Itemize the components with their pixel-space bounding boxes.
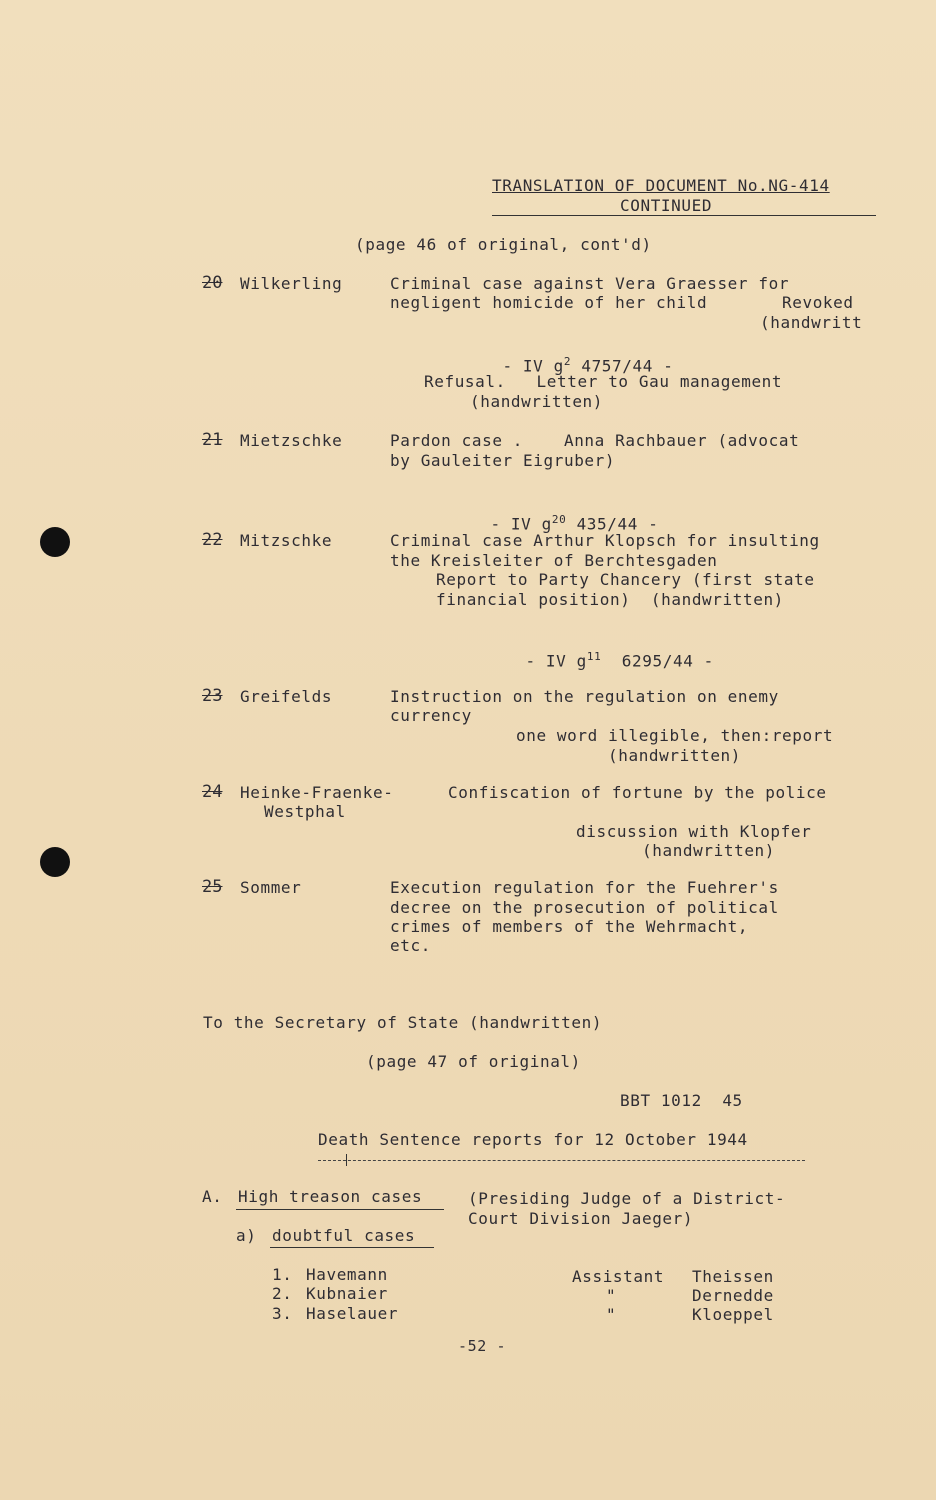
court-line: (Presiding Judge of a District- (468, 1189, 786, 1208)
entry-number: 23 (202, 686, 223, 706)
entry-note: Revoked (782, 293, 854, 312)
person-name: Haselauer (306, 1304, 399, 1323)
dashed-rule (318, 1160, 805, 1161)
entry-name: Heinke-Fraenke- (240, 783, 394, 802)
entry-reference (482, 332, 673, 375)
entry-number: 25 (202, 877, 223, 897)
reference-superscript: 2 (563, 354, 572, 368)
entry-note-handwritten: (handwritt (760, 313, 863, 332)
entry-name-continued: Westphal (264, 802, 346, 821)
entry-name: Mietzschke (240, 431, 343, 450)
person-role: " (606, 1286, 617, 1305)
entry-name: Sommer (240, 878, 302, 897)
punch-hole-bottom (40, 847, 70, 877)
reference-prefix: - IV g (490, 513, 552, 533)
entry-line: Criminal case against Vera Graesser for (390, 274, 790, 293)
entry-name: Wilkerling (240, 274, 343, 293)
entry-line: decree on the prosecution of political (390, 898, 779, 917)
entry-line: negligent homicide of her child (390, 293, 708, 312)
entry-extra: Refusal. Letter to Gau management (424, 372, 783, 391)
reference-prefix: - IV g (525, 650, 587, 670)
person-index: 2. (272, 1284, 293, 1303)
entry-extra: (handwritten) (642, 841, 776, 860)
entry-line: Pardon case . Anna Rachbauer (advocat (390, 431, 800, 450)
subsection-title: doubtful cases (272, 1226, 416, 1245)
entry-extra: (handwritten) (608, 746, 742, 765)
person-role: Assistant (572, 1267, 665, 1286)
reference-number: 6295/44 - (621, 650, 714, 670)
person-assistant: Kloeppel (692, 1305, 774, 1324)
death-sentence-title: Death Sentence reports for 12 October 1944 (318, 1130, 748, 1149)
entry-extra: one word illegible, then:report (516, 726, 834, 745)
person-name: Havemann (306, 1265, 388, 1284)
reference-number: 435/44 - (576, 513, 659, 533)
entry-reference (505, 627, 714, 670)
entry-name: Greifelds (240, 687, 333, 706)
entry-number: 20 (202, 273, 223, 293)
entry-line: Criminal case Arthur Klopsch for insulting (390, 531, 820, 550)
section-underline (236, 1209, 444, 1210)
to-secretary-line: To the Secretary of State (handwritten) (203, 1013, 603, 1032)
entry-name: Mitzschke (240, 531, 333, 550)
document-subtitle: CONTINUED (620, 196, 713, 215)
reference-number: 4757/44 - (581, 355, 674, 375)
entry-line: Confiscation of fortune by the police (448, 783, 827, 802)
entry-number: 22 (202, 530, 223, 550)
dashed-rule-tick (346, 1154, 347, 1166)
entry-reference (470, 490, 658, 533)
person-assistant: Theissen (692, 1267, 774, 1286)
entry-line: the Kreisleiter of Berchtesgaden (390, 551, 718, 570)
page-46-note: (page 46 of original, cont'd) (355, 235, 652, 254)
entry-line: currency (390, 706, 472, 725)
person-index: 3. (272, 1304, 293, 1323)
entry-number: 24 (202, 782, 223, 802)
subsection-label: a) (236, 1226, 257, 1245)
reference-prefix: - IV g (502, 355, 564, 375)
person-role: " (606, 1305, 617, 1324)
entry-line: by Gauleiter Eigruber) (390, 451, 616, 470)
header-rule (492, 215, 876, 216)
page-47-note: (page 47 of original) (366, 1052, 581, 1071)
entry-line: crimes of members of the Wehrmacht, (390, 917, 749, 936)
section-label: A. (202, 1187, 223, 1206)
entry-line: Execution regulation for the Fuehrer's (390, 878, 779, 897)
person-index: 1. (272, 1265, 293, 1284)
page-number: -52 - (458, 1337, 507, 1355)
section-title: High treason cases (238, 1187, 423, 1206)
entry-line: etc. (390, 936, 431, 955)
entry-line: Instruction on the regulation on enemy (390, 687, 779, 706)
reference-superscript: 20 (551, 512, 567, 526)
reference-superscript: 11 (586, 649, 602, 663)
punch-hole-top (40, 527, 70, 557)
entry-extra: Report to Party Chancery (first state (436, 570, 815, 589)
document-title: TRANSLATION OF DOCUMENT No.NG-414 (492, 176, 830, 195)
entry-extra: discussion with Klopfer (576, 822, 812, 841)
person-assistant: Dernedde (692, 1286, 774, 1305)
subsection-underline (270, 1247, 434, 1248)
entry-number: 21 (202, 430, 223, 450)
entry-extra: financial position) (handwritten) (436, 590, 784, 609)
entry-extra: (handwritten) (470, 392, 604, 411)
court-line: Court Division Jaeger) (468, 1209, 694, 1228)
person-name: Kubnaier (306, 1284, 388, 1303)
reference-code: BBT 1012 45 (620, 1091, 743, 1110)
